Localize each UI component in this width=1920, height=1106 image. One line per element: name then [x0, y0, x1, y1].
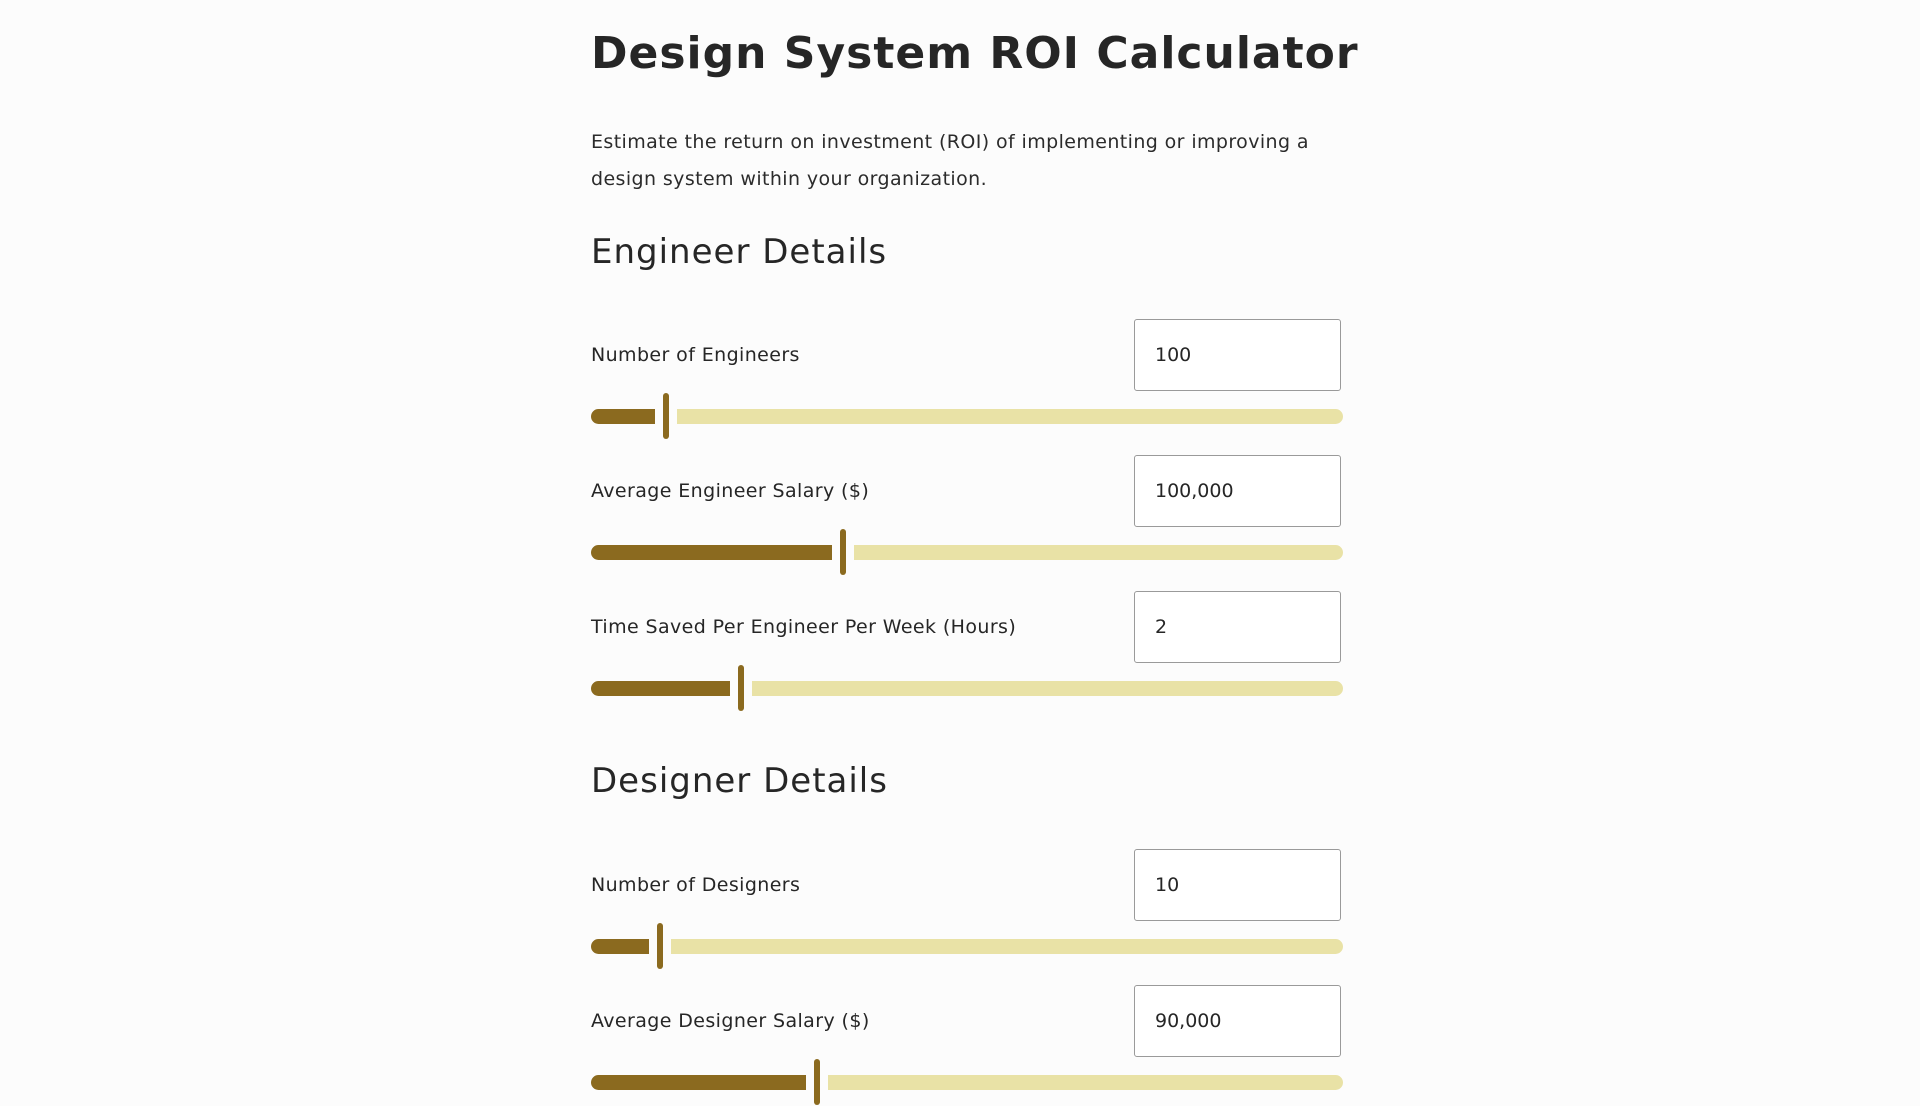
average-designer-salary-slider[interactable]	[591, 1058, 1343, 1106]
average-designer-salary-label: Average Designer Salary ($)	[591, 1010, 870, 1032]
engineer-details-heading: Engineer Details	[591, 232, 888, 272]
slider-fill	[591, 545, 832, 560]
slider-track	[677, 409, 1343, 424]
slider-track	[854, 545, 1343, 560]
slider-track	[828, 1075, 1343, 1090]
slider-track	[752, 681, 1343, 696]
slider-thumb[interactable]	[657, 923, 663, 969]
slider-fill	[591, 1075, 806, 1090]
time-saved-per-engineer-slider[interactable]	[591, 664, 1343, 712]
number-of-engineers-slider[interactable]	[591, 392, 1343, 440]
slider-thumb[interactable]	[738, 665, 744, 711]
average-engineer-salary-input[interactable]	[1134, 455, 1341, 527]
number-of-designers-label: Number of Designers	[591, 874, 801, 896]
slider-thumb[interactable]	[663, 393, 669, 439]
slider-fill	[591, 409, 655, 424]
number-of-designers-input[interactable]	[1134, 849, 1341, 921]
slider-thumb[interactable]	[814, 1059, 820, 1105]
slider-fill	[591, 939, 649, 954]
slider-fill	[591, 681, 730, 696]
average-designer-salary-input[interactable]	[1134, 985, 1341, 1057]
intro-text: Estimate the return on investment (ROI) of implementing or improving a design system within your organization.	[591, 131, 1309, 190]
slider-track	[671, 939, 1343, 954]
number-of-engineers-label: Number of Engineers	[591, 344, 800, 366]
designer-details-heading: Designer Details	[591, 761, 888, 801]
number-of-designers-slider[interactable]	[591, 922, 1343, 970]
average-engineer-salary-slider[interactable]	[591, 528, 1343, 576]
number-of-engineers-input[interactable]	[1134, 319, 1341, 391]
slider-thumb[interactable]	[840, 529, 846, 575]
time-saved-per-engineer-label: Time Saved Per Engineer Per Week (Hours)	[591, 616, 1017, 638]
time-saved-per-engineer-input[interactable]	[1134, 591, 1341, 663]
average-engineer-salary-label: Average Engineer Salary ($)	[591, 480, 870, 502]
page-title: Design System ROI Calculator	[591, 28, 1359, 79]
